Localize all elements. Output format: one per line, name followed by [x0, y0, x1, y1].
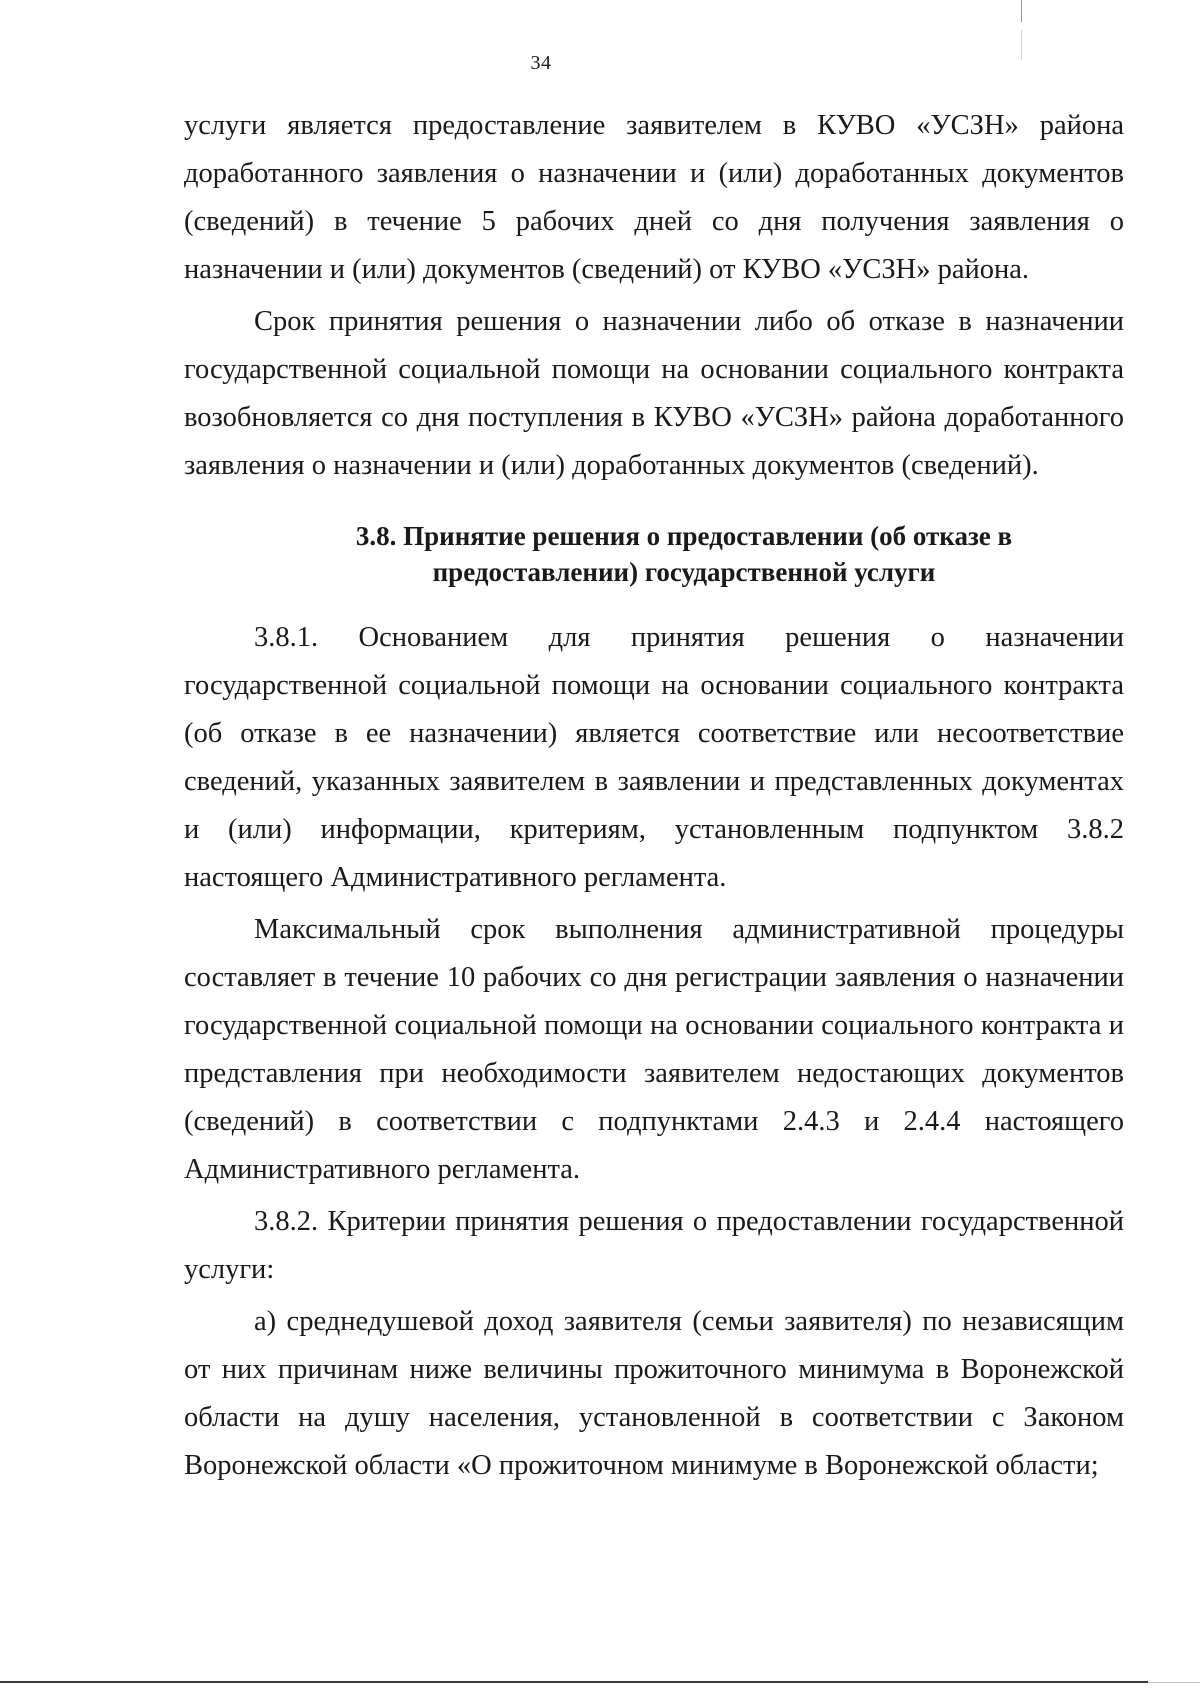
section-heading	[184, 518, 1124, 590]
document-body	[184, 102, 1124, 1490]
section-heading-line-1: 3.8. Принятие решения о предоставлении (об отказе в	[355, 521, 1013, 551]
paragraph-criterion-a: а) среднедушевой доход заявителя (семьи заявителя) по независящим от них причинам ниже величины прожиточного минимума в Воронежской области на душу населения, установленной в соответствии с Законом Воронежской области «О прожиточном минимуме в Воронежской области;	[184, 1306, 1124, 1481]
page-number-text: 34	[530, 52, 552, 74]
paragraph-3-8-1: 3.8.1. Основанием для принятия решения о назначении государственной социальной помощи на основании социального контракта (об отказе в ее назначении) является соответствие или несоответствие сведений, указанных заявителем в заявлении и представленных документах и (или) информации, критериям, установленным подпунктом 3.8.2 настоящего Административного регламента.	[184, 622, 1124, 893]
bottom-edge-line	[1148, 1682, 1200, 1683]
paragraph-3-8-2: 3.8.2. Критерии принятия решения о предоставлении государственной услуги:	[184, 1206, 1124, 1285]
paragraph-continuation: услуги является предоставление заявителем в КУВО «УСЗН» района доработанного заявления о назначении и (или) доработанных документов (сведений) в течение 5 рабочих дней со дня получения заявления о назначении и (или) документов (сведений) от КУВО «УСЗН» района.	[184, 110, 1124, 285]
scan-mark	[1021, 0, 1022, 22]
paragraph-max-term: Максимальный срок выполнения административной процедуры составляет в течение 10 рабочих со дня регистрации заявления о назначении государственной социальной помощи на основании социального контракта и представления при необходимости заявителем недостающих документов (сведений) в соответствии с подпунктами 2.4.3 и 2.4.4 настоящего Административного регламента.	[184, 914, 1124, 1185]
paragraph-decision-term: Срок принятия решения о назначении либо об отказе в назначении государственной социальной помощи на основании социального контракта возобновляется со дня поступления в КУВО «УСЗН» района доработанного заявления о назначении и (или) доработанных документов (сведений).	[184, 306, 1124, 481]
bottom-edge-line	[0, 1681, 1148, 1683]
page-number	[0, 52, 1200, 75]
section-heading-line-2: предоставлении) государственной услуги	[432, 557, 936, 587]
